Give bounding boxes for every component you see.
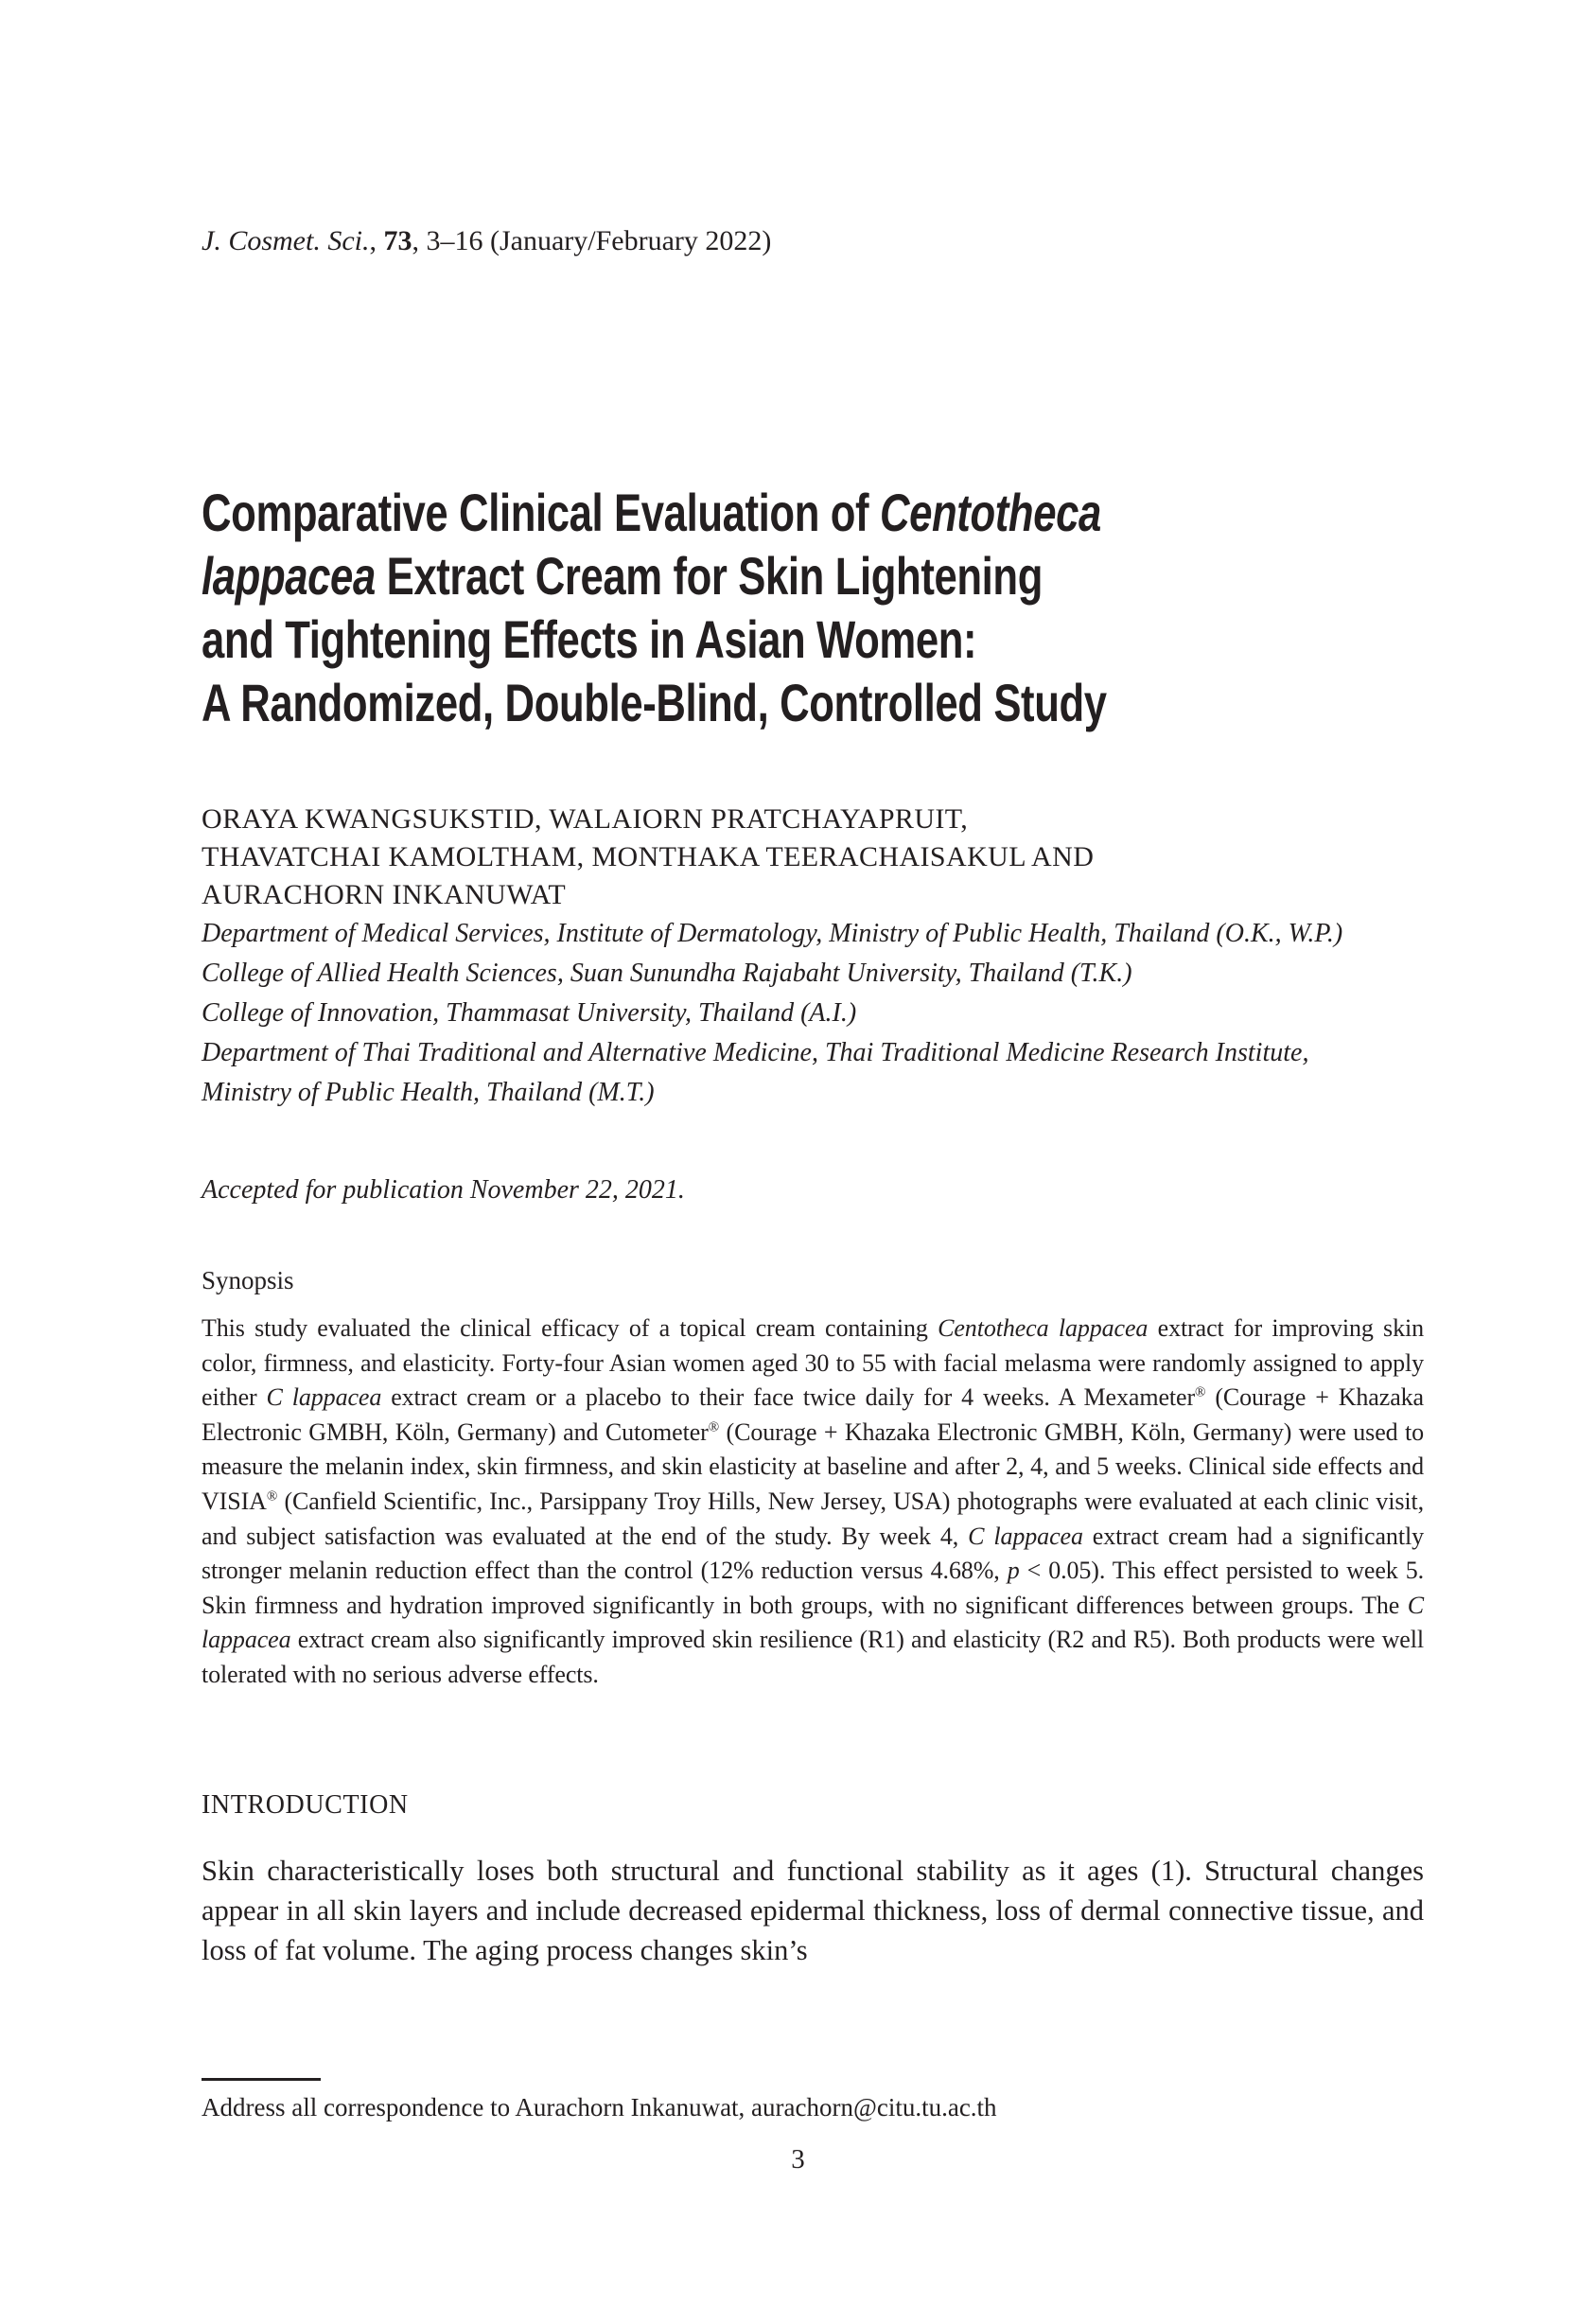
article-title-line-2: lappacea Extract Cream for Skin Lightening (202, 546, 1044, 606)
authors-line: THAVATCHAI KAMOLTHAM, MONTHAKA TEERACHAISAKUL AND (202, 841, 1095, 872)
article-title-line-1: Comparative Clinical Evaluation of Centotheca (202, 483, 1101, 542)
article-title-line-3: and Tightening Effects in Asian Women: (202, 609, 977, 669)
affiliation-list (202, 914, 1342, 1113)
affiliation-line: Department of Thai Traditional and Alternative Medicine, Thai Traditional Medicine Research Institute, (202, 1038, 1309, 1067)
affiliation-line: Department of Medical Services, Institute of Dermatology, Ministry of Public Health, Thailand (O.K., W.P.) (202, 919, 1343, 948)
introduction-text: Skin characteristically loses both structural and functional stability as it ages (1). Structural changes appear in all skin layers and include decreased epidermal thickness, loss of dermal connective tissue, and loss of fat volume. The aging process changes skin’s (202, 1855, 1424, 1966)
article-title-line-4: A Randomized, Double-Blind, Controlled Study (202, 673, 1107, 732)
author-list (202, 801, 1094, 914)
accepted-note: Accepted for publication November 22, 2021. (202, 1175, 685, 1205)
affiliation-line: College of Innovation, Thammasat University, Thailand (A.I.) (202, 998, 857, 1028)
journal-citation: J. Cosmet. Sci., 73, 3–16 (January/February 2022) (202, 225, 772, 256)
affiliation-line: Ministry of Public Health, Thailand (M.T.) (202, 1078, 655, 1107)
correspondence-note: Address all correspondence to Aurachorn Inkanuwat, aurachorn@citu.tu.ac.th (202, 2093, 997, 2121)
affiliation-line: College of Allied Health Sciences, Suan Sunundha Rajabaht University, Thailand (T.K.) (202, 959, 1132, 988)
authors-line: ORAYA KWANGSUKSTID, WALAIORN PRATCHAYAPRUIT, (202, 803, 969, 835)
synopsis-text: This study evaluated the clinical efficacy of a topical cream containing Centotheca lappacea extract for improving skin color, firmness, and elasticity. Forty-four Asian women aged 30 to 55 with facial melasma were randomly assigned to apply either C lappacea extract cream or a placebo to their face twice daily for 4 weeks. A Mexameter® (Courage + Khazaka Electronic GMBH, Köln, Germany) and Cutometer® (Courage + Khazaka Electronic GMBH, Köln, Germany) were used to measure the melanin index, skin firmness, and skin elasticity at baseline and after 2, 4, and 5 weeks. Clinical side effects and VISIA® (Canfield Scientific, Inc., Parsippany Troy Hills, New Jersey, USA) photographs were evaluated at each clinic visit, and subject satisfaction was evaluated at the end of the study. By week 4, C lappacea extract cream had a significantly stronger melanin reduction effect than the control (12% reduction versus 4.68%, p < 0.05). This effect persisted to week 5. Skin firmness and hydration improved significantly in both groups, with no significant differences between groups. The C lappacea extract cream also significantly improved skin resilience (R1) and elasticity (R2 and R5). Both products were well tolerated with no serious adverse effects. (202, 1314, 1425, 1688)
introduction-heading: INTRODUCTION (202, 1790, 409, 1820)
article-title (202, 481, 1526, 734)
synopsis-heading: Synopsis (202, 1266, 294, 1294)
footnote-rule (202, 2078, 321, 2081)
authors-line: AURACHORN INKANUWAT (202, 879, 567, 910)
page-number: 3 (791, 2144, 805, 2174)
